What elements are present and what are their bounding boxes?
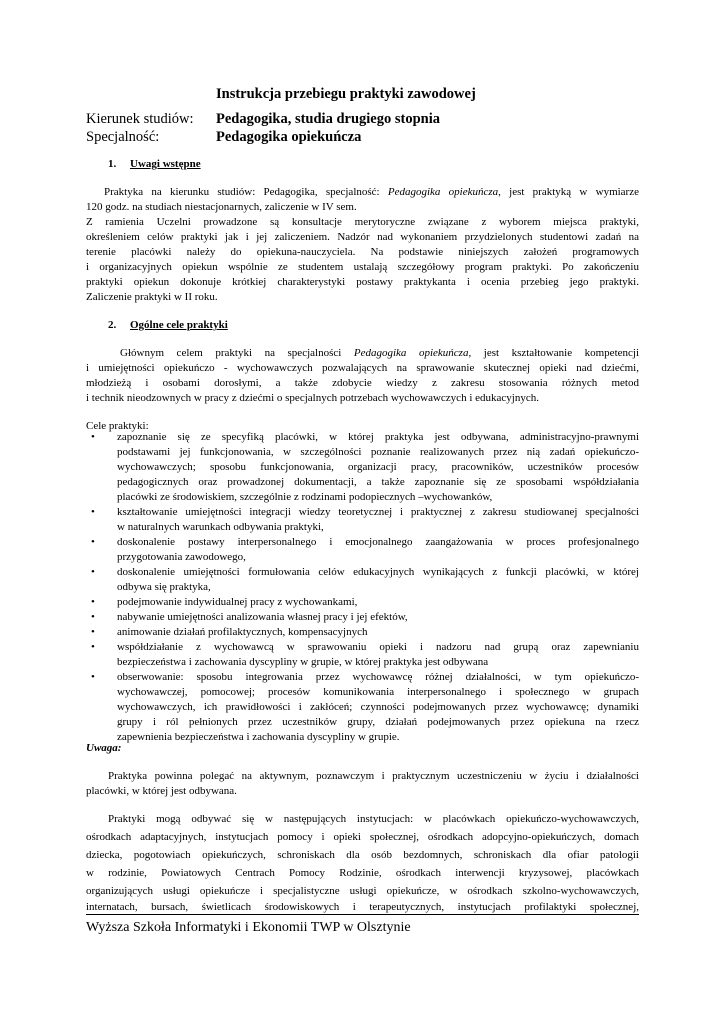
section-1-line: określeniem celów praktyki jak i jej zaliczeniem. Nadzór nad wykonaniem przydzielonych studentowi zadań na: [86, 231, 639, 243]
section-2-line: i umiejętności opiekuńczo - wychowawczych pozwalających na sprawowanie skutecznej opieki nad dziećmi,: [86, 362, 639, 374]
section-2-number: 2.: [108, 319, 117, 331]
cele-label: Cele praktyki:: [86, 420, 149, 432]
institutions-line: Praktyki mogą odbywać się w następujących instytucjach: w placówkach opiekuńczo-wychowawczych,: [108, 813, 639, 825]
institutions-line: internatach, bursach, świetlicach środowiskowych i terapeutycznych, instytucjach profilaktyki społecznej,: [86, 901, 639, 913]
bullet-line: placówki ze środowiskiem, szczególnie z rodzinami podopiecznych –wychowanków,: [117, 491, 493, 503]
bullet-line: animowanie działań profilaktycznych, kompensacyjnych: [117, 626, 368, 638]
section-2-heading: [108, 319, 228, 331]
footer-divider: [86, 914, 639, 915]
bullet-line: odbywa się praktyka,: [117, 581, 211, 593]
section-1-number: 1.: [108, 158, 117, 170]
uwaga-line: placówki, w której jest odbywana.: [86, 785, 237, 797]
bullet-icon: •: [91, 431, 95, 443]
bullet-line: doskonalenie umiejętności formułowania celów edukacyjnych wynikających z funkcji placówki, w której: [117, 566, 639, 578]
footer-text: Wyższa Szkoła Informatyki i Ekonomii TWP w Olsztynie: [86, 920, 411, 935]
bullet-line: podstawami jej funkcjonowania, w szczególności poznanie realizowanych przez nią zadań opiekuńczo-: [117, 446, 639, 458]
specjalnosc-label: Specjalność:: [86, 129, 160, 145]
uwaga-label: Uwaga:: [86, 742, 122, 754]
section-1-line: 120 godz. na studiach niestacjonarnych, zaliczenie w IV sem.: [86, 201, 357, 213]
section-1-title: Uwagi wstępne: [130, 158, 201, 170]
institutions-line: organizujących usługi opiekuńcze i specjalistyczne usługi opiekuńcze, w ośrodkach szkolno-wychowawczych,: [86, 885, 639, 897]
kierunek-value: Pedagogika, studia drugiego stopnia: [216, 111, 440, 127]
bullet-line: obserwowanie: sposobu integrowania przez wychowawcę różnej działalności, w tym opiekuńczo-: [117, 671, 639, 683]
bullet-line: zapewnienia bezpieczeństwa i zachowania dyscypliny w grupie.: [117, 731, 400, 743]
section-1-line: i organizacyjnych opiekun wspólnie ze studentem ustalają szczegółowy program praktyki. Po zakończeniu: [86, 261, 639, 273]
bullet-icon: •: [91, 506, 95, 518]
uwaga-line: Praktyka powinna polegać na aktywnym, poznawczym i praktycznym uczestniczeniu w życiu i działalności: [108, 770, 639, 782]
section-2-paragraph-start: Głównym celem praktyki na specjalności Pedagogika opiekuńcza, jest kształtowanie kompetencji: [120, 347, 640, 359]
section-1-heading: [108, 158, 201, 170]
bullet-line: wychowawczej, pomocowej; procesów komunikowania interpersonalnego i społecznego w grupach: [117, 686, 639, 698]
bullet-line: przygotowania zawodowego,: [117, 551, 246, 563]
bullet-line: wychowawczych; sposobu funkcjonowania, organizacji pracy, pracowników, uczestników procesów: [117, 461, 639, 473]
institutions-line: dziecka, pogotowiach opiekuńczych, schroniskach dla osób bezdomnych, schroniskach dla ofiar patologii: [86, 849, 639, 861]
section-1-paragraph-start: Praktyka na kierunku studiów: Pedagogika, specjalność: Pedagogika opiekuńcza, jest praktyką w wymiarze: [104, 186, 639, 198]
institutions-line: ośrodkach adaptacyjnych, instytucjach pomocy i opieki społecznej, ośrodkach adopcyjno-opiekuńczych, domach: [86, 831, 639, 843]
section-1-line: terenie placówki należy do opiekuna-nauczyciela. Na podstawie niniejszych założeń programowych: [86, 246, 639, 258]
section-1-line: praktyki opiekun dokonuje krótkiej charakterystyki postawy praktykanta i ocenia przebieg jego praktyki.: [86, 276, 639, 288]
bullet-line: kształtowanie umiejętności integracji wiedzy teoretycznej i praktycznej z zakresu studiowanej specjalności: [117, 506, 639, 518]
bullet-icon: •: [91, 641, 95, 653]
bullet-line: w naturalnych warunkach odbywania praktyki,: [117, 521, 324, 533]
section-1-line: Z ramienia Uczelni prowadzone są konsultacje merytoryczne związane z wyborem miejsca praktyki,: [86, 216, 639, 228]
document-title: Instrukcja przebiegu praktyki zawodowej: [216, 86, 476, 102]
bullet-line: wychowawczych, ich prawidłowości i zakłóceń; czynności podejmowanych przez wychowawcę; dynamiki: [117, 701, 639, 713]
section-2-line: i technik nieodzownych w pracy z dziećmi o specjalnych potrzebach wychowawczych i edukacyjnych.: [86, 392, 539, 404]
bullet-icon: •: [91, 536, 95, 548]
bullet-line: pedagogicznych oraz prowadzonej dokumentacji, a także zapoznanie się ze sposobami współdziałania: [117, 476, 639, 488]
bullet-line: grupy i ról pełnionych przez uczestników grupy, działań podejmowanych przez opiekuna na rzecz: [117, 716, 639, 728]
section-2-title: Ogólne cele praktyki: [130, 319, 228, 331]
specjalnosc-value: Pedagogika opiekuńcza: [216, 129, 362, 145]
bullet-icon: •: [91, 566, 95, 578]
bullet-icon: •: [91, 626, 95, 638]
section-1-line: Zaliczenie praktyki w II roku.: [86, 291, 218, 303]
bullet-line: doskonalenie postawy interpersonalnego i emocjonalnego zaangażowania w proces profesjonalnego: [117, 536, 639, 548]
bullet-icon: •: [91, 671, 95, 683]
bullet-line: współdziałanie z wychowawcą w sprawowaniu opieki i nadzoru nad grupą oraz zapewnianiu: [117, 641, 639, 653]
bullet-line: bezpieczeństwa i zachowania dyscypliny w grupie, w której praktyka jest odbywana: [117, 656, 489, 668]
bullet-line: nabywanie umiejętności analizowania własnej pracy i jej efektów,: [117, 611, 408, 623]
section-2-line: młodzieżą i osobami dorosłymi, a także zdobycie wiedzy z zakresu stosowania różnych metod: [86, 377, 639, 389]
bullet-line: zapoznanie się ze specyfiką placówki, w której praktyka jest odbywana, administracyjno-prawnymi: [117, 431, 639, 443]
kierunek-label: Kierunek studiów:: [86, 111, 194, 127]
institutions-line: w rodzinie, Powiatowych Centrach Pomocy Rodzinie, ośrodkach interwencji kryzysowej, placówkach: [86, 867, 639, 879]
bullet-icon: •: [91, 596, 95, 608]
bullet-icon: •: [91, 611, 95, 623]
bullet-line: podejmowanie indywidualnej pracy z wychowankami,: [117, 596, 358, 608]
